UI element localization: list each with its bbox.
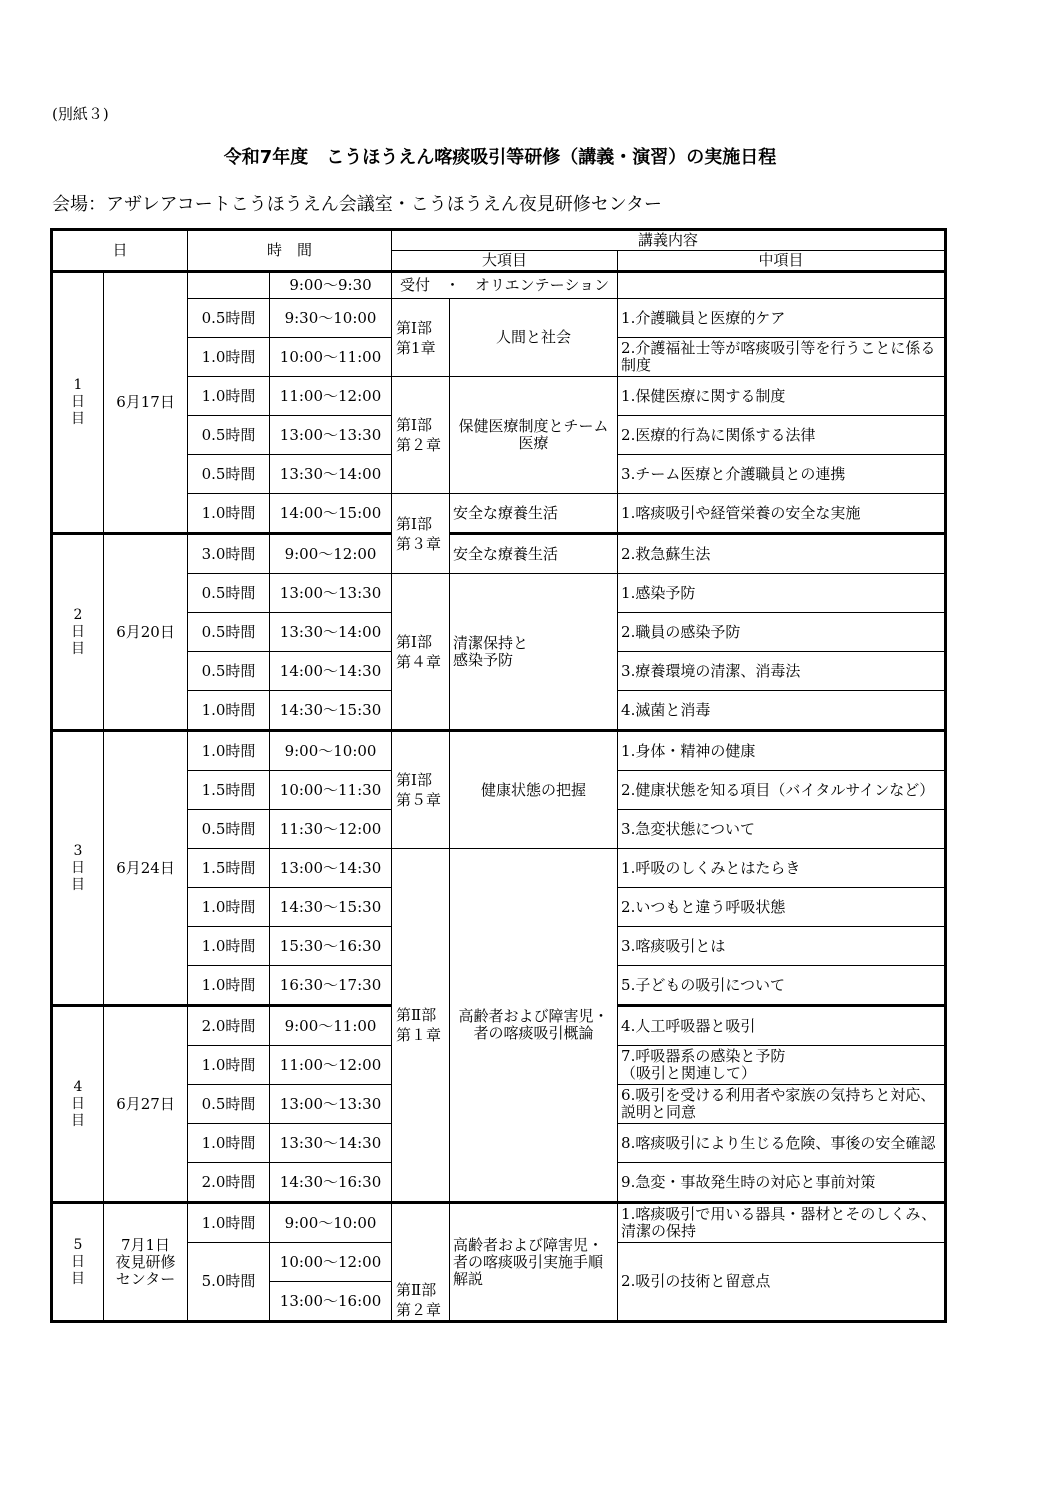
time-cell: 11:00～12:00 bbox=[270, 377, 392, 416]
duration-cell: 0.5時間 bbox=[188, 299, 270, 338]
duration-cell: 1.5時間 bbox=[188, 771, 270, 810]
duration-cell: 1.0時間 bbox=[188, 1203, 270, 1243]
middle-item-cell: 7.呼吸器系の感染と予防 （吸引と関連して） bbox=[618, 1046, 946, 1085]
duration-cell: 0.5時間 bbox=[188, 416, 270, 455]
middle-item-cell: 2.いつもと違う呼吸状態 bbox=[618, 888, 946, 927]
middle-item-cell: 3.喀痰吸引とは bbox=[618, 927, 946, 966]
duration-cell: 0.5時間 bbox=[188, 810, 270, 849]
chapter-label: 第Ⅰ部 第５章 bbox=[392, 731, 450, 849]
major-item-cell: 安全な療養生活 bbox=[450, 534, 618, 574]
time-cell: 14:30～15:30 bbox=[270, 691, 392, 731]
middle-item-cell: 2.吸引の技術と留意点 bbox=[618, 1243, 946, 1322]
middle-item-cell: 5.子どもの吸引について bbox=[618, 966, 946, 1006]
time-cell: 9:00～10:00 bbox=[270, 1203, 392, 1243]
duration-cell: 5.0時間 bbox=[188, 1243, 270, 1322]
document-title: 令和7年度 こうほうえん喀痰吸引等研修（講義・演習）の実施日程 bbox=[223, 147, 777, 168]
middle-item-cell: 1.保健医療に関する制度 bbox=[618, 377, 946, 416]
major-item-cell: 健康状態の把握 bbox=[450, 731, 618, 849]
time-cell: 13:30～14:00 bbox=[270, 613, 392, 652]
time-cell: 15:30～16:30 bbox=[270, 927, 392, 966]
duration-cell: 1.0時間 bbox=[188, 1124, 270, 1163]
major-item-cell: 高齢者および障害児・者の喀痰吸引概論 bbox=[450, 849, 618, 1203]
duration-cell: 1.0時間 bbox=[188, 966, 270, 1006]
duration-cell: 2.0時間 bbox=[188, 1006, 270, 1046]
middle-item-cell: 1.感染予防 bbox=[618, 574, 946, 613]
header-day: 日 bbox=[52, 230, 188, 272]
time-cell: 9:00～9:30 bbox=[270, 272, 392, 299]
header-middle: 中項目 bbox=[618, 251, 946, 272]
major-item-cell: 人間と社会 bbox=[450, 299, 618, 377]
day-date: 6月20日 bbox=[104, 534, 188, 731]
time-cell: 14:00～14:30 bbox=[270, 652, 392, 691]
time-cell: 9:00～12:00 bbox=[270, 534, 392, 574]
time-cell: 9:00～11:00 bbox=[270, 1006, 392, 1046]
middle-item-cell: 1.呼吸のしくみとはたらき bbox=[618, 849, 946, 888]
chapter-label: 第Ⅱ部 第２章 bbox=[392, 1203, 450, 1322]
time-cell: 14:30～16:30 bbox=[270, 1163, 392, 1203]
duration-cell: 1.0時間 bbox=[188, 888, 270, 927]
chapter-label: 第Ⅱ部 第１章 bbox=[392, 849, 450, 1203]
day-number: 2 日 目 bbox=[52, 534, 104, 731]
major-item-cell: 安全な療養生活 bbox=[450, 494, 618, 534]
middle-item-cell: 2.健康状態を知る項目（バイタルサインなど） bbox=[618, 771, 946, 810]
chapter-label: 第Ⅰ部 第２章 bbox=[392, 377, 450, 494]
middle-item-cell: 3.療養環境の清潔、消毒法 bbox=[618, 652, 946, 691]
schedule-table bbox=[50, 228, 947, 1323]
day-date: 6月17日 bbox=[104, 272, 188, 534]
middle-item-cell: 1.喀痰吸引で用いる器具・器材とそのしくみ、清潔の保持 bbox=[618, 1203, 946, 1243]
time-cell: 9:30～10:00 bbox=[270, 299, 392, 338]
major-item-cell: 高齢者および障害児・者の喀痰吸引実施手順解説 bbox=[450, 1203, 618, 1322]
header-major: 大項目 bbox=[392, 251, 618, 272]
duration-cell: 2.0時間 bbox=[188, 1163, 270, 1203]
middle-item-cell: 2.職員の感染予防 bbox=[618, 613, 946, 652]
day-number: 1 日 目 bbox=[52, 272, 104, 534]
time-cell: 13:30～14:00 bbox=[270, 455, 392, 494]
day-number: 5 日 目 bbox=[52, 1203, 104, 1322]
duration-cell: 1.0時間 bbox=[188, 1046, 270, 1085]
time-cell: 13:30～14:30 bbox=[270, 1124, 392, 1163]
middle-item-cell: 3.急変状態について bbox=[618, 810, 946, 849]
day-date: 7月1日 夜見研修 センター bbox=[104, 1203, 188, 1322]
time-cell: 13:00～13:30 bbox=[270, 1085, 392, 1124]
reference-label: (別紙３) bbox=[52, 105, 109, 123]
duration-cell: 0.5時間 bbox=[188, 1085, 270, 1124]
major-item-cell: 受付 ・ オリエンテーション bbox=[392, 272, 618, 299]
time-cell: 14:00～15:00 bbox=[270, 494, 392, 534]
time-cell: 14:30～15:30 bbox=[270, 888, 392, 927]
middle-item-cell: 2.医療的行為に関係する法律 bbox=[618, 416, 946, 455]
time-cell: 10:00～11:30 bbox=[270, 771, 392, 810]
middle-item-cell: 3.チーム医療と介護職員との連携 bbox=[618, 455, 946, 494]
header-time: 時 間 bbox=[188, 230, 392, 272]
middle-item-cell: 4.人工呼吸器と吸引 bbox=[618, 1006, 946, 1046]
time-cell: 11:00～12:00 bbox=[270, 1046, 392, 1085]
duration-cell: 1.5時間 bbox=[188, 849, 270, 888]
duration-cell: 0.5時間 bbox=[188, 613, 270, 652]
middle-item-cell: 8.喀痰吸引により生じる危険、事後の安全確認 bbox=[618, 1124, 946, 1163]
middle-item-cell: 2.介護福祉士等が喀痰吸引等を行うことに係る制度 bbox=[618, 338, 946, 377]
chapter-label: 第Ⅰ部 第３章 bbox=[392, 494, 450, 574]
time-cell: 13:00～16:00 bbox=[270, 1282, 392, 1322]
duration-cell: 1.0時間 bbox=[188, 494, 270, 534]
time-cell: 9:00～10:00 bbox=[270, 731, 392, 771]
duration-cell: 1.0時間 bbox=[188, 731, 270, 771]
time-cell: 13:00～13:30 bbox=[270, 574, 392, 613]
header-lecture: 講義内容 bbox=[392, 230, 946, 251]
chapter-label: 第Ⅰ部 第1章 bbox=[392, 299, 450, 377]
day-date: 6月27日 bbox=[104, 1006, 188, 1203]
day-number: 4 日 目 bbox=[52, 1006, 104, 1203]
middle-item-cell: 1.身体・精神の健康 bbox=[618, 731, 946, 771]
time-cell: 16:30～17:30 bbox=[270, 966, 392, 1006]
duration-cell: 0.5時間 bbox=[188, 455, 270, 494]
middle-item-cell: 2.救急蘇生法 bbox=[618, 534, 946, 574]
duration-cell bbox=[188, 272, 270, 299]
duration-cell: 1.0時間 bbox=[188, 338, 270, 377]
venue-line: 会場：アザレアコートこうほうえん会議室・こうほうえん夜見研修センター bbox=[52, 194, 663, 215]
middle-item-cell: 1.介護職員と医療的ケア bbox=[618, 299, 946, 338]
middle-item-cell: 4.滅菌と消毒 bbox=[618, 691, 946, 731]
time-cell: 10:00～12:00 bbox=[270, 1243, 392, 1282]
duration-cell: 0.5時間 bbox=[188, 574, 270, 613]
time-cell: 13:00～13:30 bbox=[270, 416, 392, 455]
duration-cell: 1.0時間 bbox=[188, 691, 270, 731]
middle-item-cell: 9.急変・事故発生時の対応と事前対策 bbox=[618, 1163, 946, 1203]
time-cell: 11:30～12:00 bbox=[270, 810, 392, 849]
day-number: 3 日 目 bbox=[52, 731, 104, 1006]
chapter-label: 第Ⅰ部 第４章 bbox=[392, 574, 450, 731]
duration-cell: 1.0時間 bbox=[188, 927, 270, 966]
middle-item-cell: 6.吸引を受ける利用者や家族の気持ちと対応、説明と同意 bbox=[618, 1085, 946, 1124]
duration-cell: 1.0時間 bbox=[188, 377, 270, 416]
duration-cell: 3.0時間 bbox=[188, 534, 270, 574]
time-cell: 10:00～11:00 bbox=[270, 338, 392, 377]
time-cell: 13:00～14:30 bbox=[270, 849, 392, 888]
duration-cell: 0.5時間 bbox=[188, 652, 270, 691]
middle-item-cell: 1.喀痰吸引や経管栄養の安全な実施 bbox=[618, 494, 946, 534]
day-date: 6月24日 bbox=[104, 731, 188, 1006]
middle-item-cell bbox=[618, 272, 946, 299]
major-item-cell: 保健医療制度とチーム医療 bbox=[450, 377, 618, 494]
major-item-cell: 清潔保持と 感染予防 bbox=[450, 574, 618, 731]
